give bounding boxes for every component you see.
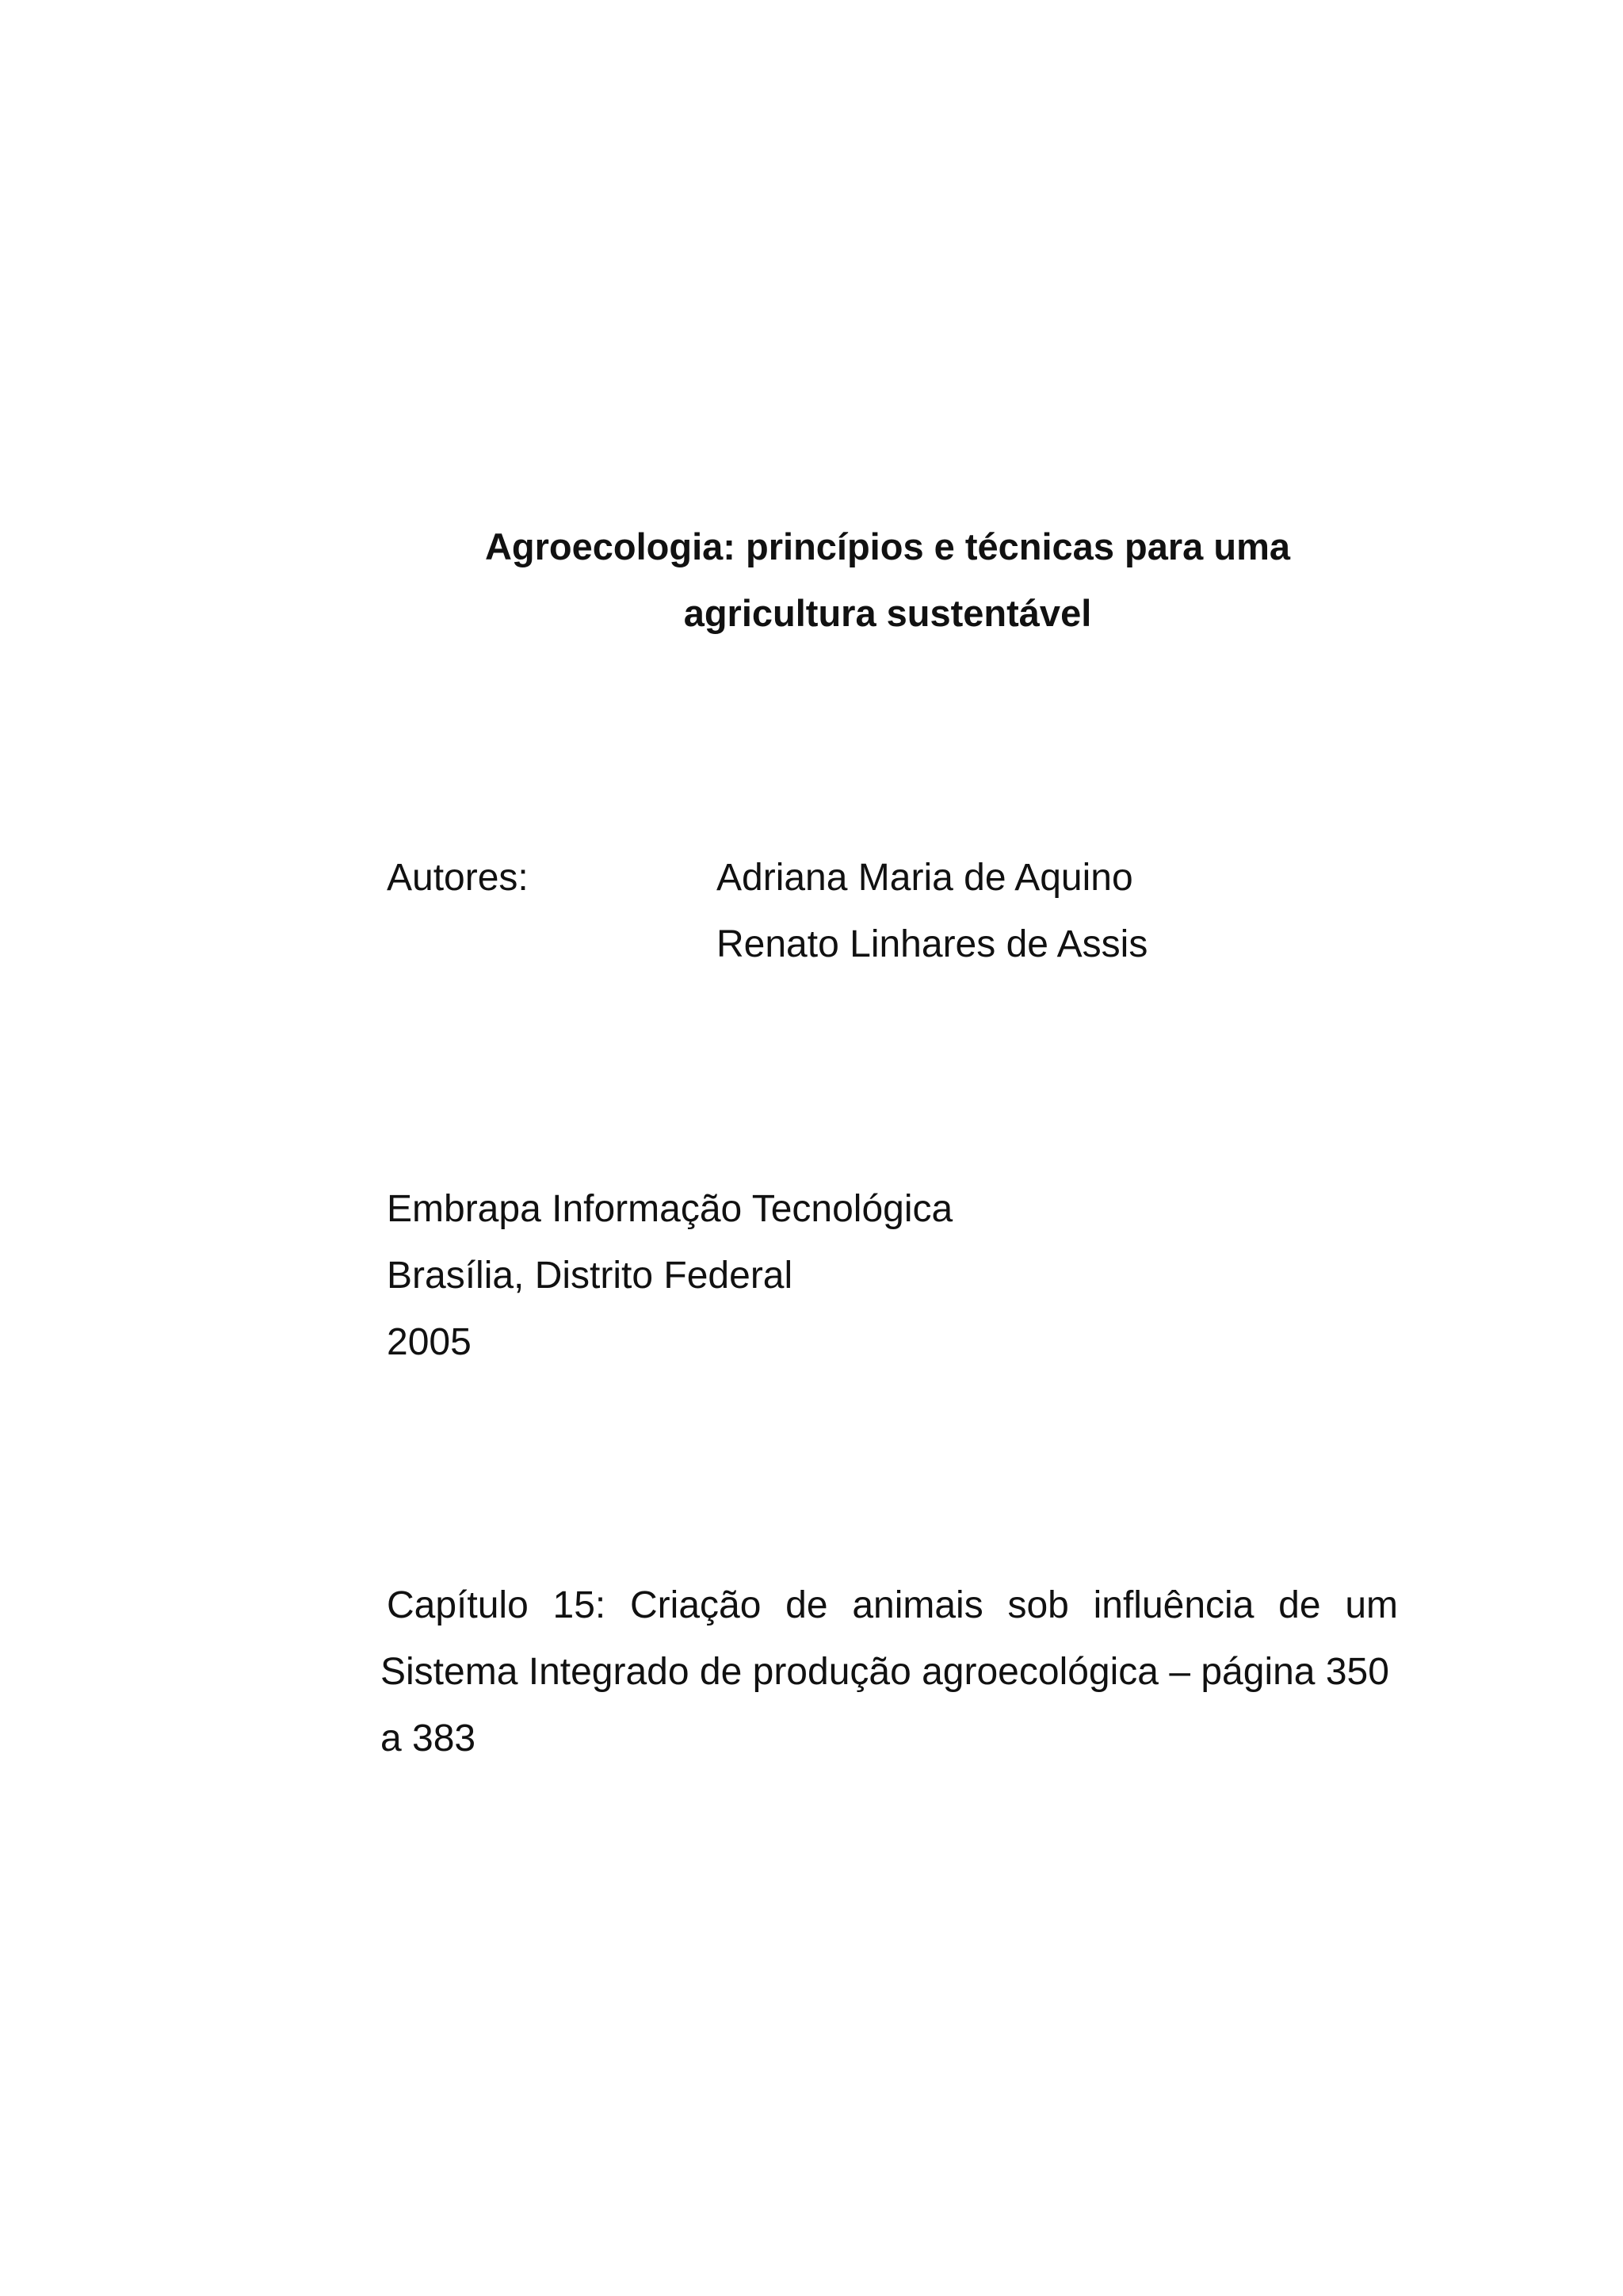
publisher-place: Brasília, Distrito Federal [387, 1255, 793, 1297]
publication-year: 2005 [387, 1321, 472, 1363]
publisher-section [387, 1176, 953, 1376]
book-title-line-2: agricultura sustentável [683, 592, 1092, 634]
publisher-name: Embrapa Informação Tecnológica [387, 1188, 953, 1230]
chapter-reference [380, 1572, 1398, 1772]
author-name: Renato Linhares de Assis [716, 923, 1148, 965]
book-title [380, 514, 1395, 647]
authors-list [716, 845, 1148, 978]
author-name: Adriana Maria de Aquino [716, 857, 1133, 899]
authors-label: Autores: [387, 857, 529, 899]
chapter-line-3: a 383 [380, 1717, 476, 1759]
book-title-line-1: Agroecologia: princípios e técnicas para uma [484, 525, 1290, 567]
chapter-line-1: Capítulo 15: Criação de animais sob influência de um [387, 1584, 1398, 1626]
chapter-line-2: Sistema Integrado de produção agroecológica – página 350 [380, 1651, 1389, 1693]
